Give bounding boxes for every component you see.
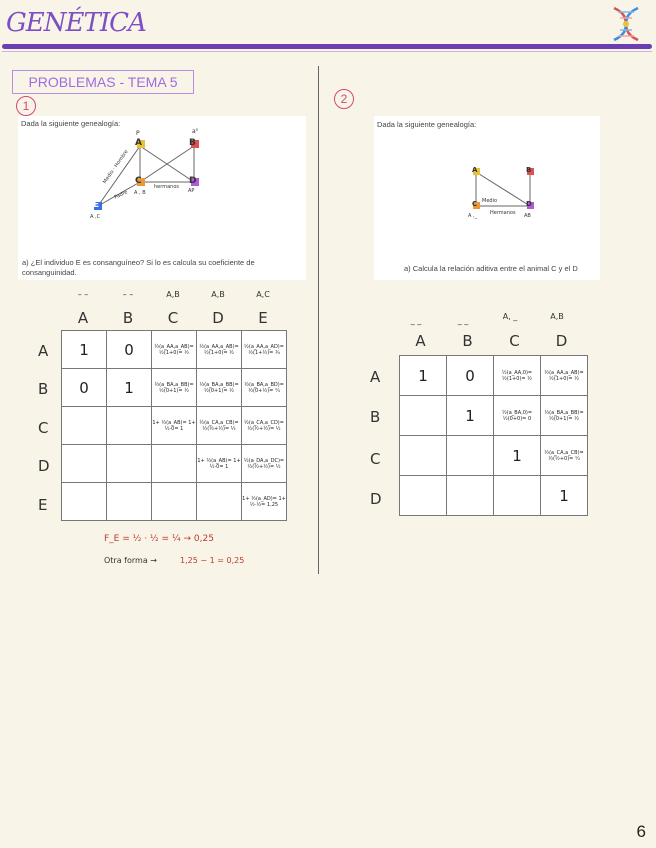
- p2-note-d: AB: [524, 213, 531, 219]
- table-cell: [152, 445, 197, 483]
- p2-genotype-a: _ _: [410, 316, 422, 325]
- p2-row-head-c: C: [370, 450, 381, 468]
- p1-row-head-a: A: [38, 342, 49, 360]
- table-cell: ½(a_BA,a_BD)= ½(0+½)= ¼: [242, 369, 287, 407]
- table-cell: [152, 483, 197, 521]
- p2-genotype-b: _ _: [457, 316, 469, 325]
- table-cell: 1: [541, 476, 588, 516]
- p2-note-c: A ,_: [468, 213, 478, 219]
- table-cell: 1: [400, 356, 447, 396]
- p2-col-head-d: D: [555, 332, 568, 350]
- p2-node-b: B: [526, 166, 532, 174]
- p2-genotype-c: A, _: [502, 312, 518, 321]
- pedigree-note-top-b: a⁰: [192, 128, 199, 135]
- table-cell: 1+ ½(a_AB)= 1+ ½·0= 1: [152, 407, 197, 445]
- table-cell: [197, 483, 242, 521]
- problem-1-number: 1: [16, 96, 36, 116]
- pedigree-edge-label-ce: Padre: [113, 189, 129, 201]
- table-cell: [107, 445, 152, 483]
- p1-col-head-c: C: [167, 309, 179, 327]
- p2-edge-label-top: Medio: [482, 198, 498, 204]
- table-cell: [447, 476, 494, 516]
- table-cell: 1: [62, 331, 107, 369]
- table-cell: [400, 436, 447, 476]
- table-cell: 1+ ½(a_AB)= 1+ ½·0= 1: [197, 445, 242, 483]
- table-cell: ½(a_BA,0)= ½(0+0)= 0: [494, 396, 541, 436]
- p1-result-alt: 1,25 − 1 = 0,25: [180, 556, 245, 565]
- p1-genotype-b: – –: [122, 290, 134, 299]
- pedigree-note-e: A ,C: [90, 214, 101, 220]
- table-cell: ½(a_CA,a_CB)= ½(½+½)= ½: [197, 407, 242, 445]
- pedigree-note-top-a: P: [136, 130, 140, 137]
- p1-row-head-b: B: [38, 380, 49, 398]
- p1-genotype-c: A,B: [166, 290, 180, 299]
- table-cell: 1: [494, 436, 541, 476]
- p2-genotype-d: A,B: [550, 312, 564, 321]
- table-cell: 0: [107, 331, 152, 369]
- p2-col-head-c: C: [509, 332, 520, 350]
- table-cell: ½(a_BA,a_BB)= ½(0+1)= ½: [197, 369, 242, 407]
- table-cell: ½(a_CA,a_CD)= ½(½+½)= ½: [242, 407, 287, 445]
- p1-col-head-e: E: [258, 309, 268, 327]
- table-cell: [400, 476, 447, 516]
- pedigree-node-b: B: [189, 138, 196, 148]
- problem-2-intro: Dada la siguiente genealogía:: [377, 120, 477, 129]
- table-cell: [107, 407, 152, 445]
- p1-result-alt-prefix: Otra forma →: [104, 556, 157, 565]
- p1-row-head-c: C: [38, 419, 49, 437]
- table-cell: [62, 407, 107, 445]
- p1-genotype-a: – –: [77, 290, 89, 299]
- pedigree-edge-label-cd: hermanos: [154, 184, 179, 190]
- table-cell: [447, 436, 494, 476]
- p2-row-head-a: A: [370, 368, 381, 386]
- table-cell: [62, 445, 107, 483]
- table-cell: ½(a_AA,a_AD)= ½(1+½)= ¾: [242, 331, 287, 369]
- table-cell: 0: [62, 369, 107, 407]
- pedigree-node-e: E: [93, 200, 100, 210]
- problem-1-pedigree: [18, 116, 306, 280]
- table-cell: ½(a_AA,a_AB)= ½(1+0)= ½: [152, 331, 197, 369]
- p1-col-head-d: D: [212, 309, 224, 327]
- p2-row-head-d: D: [370, 490, 382, 508]
- p2-col-head-a: A: [415, 332, 426, 350]
- p2-edge-label-cd: Hermanos: [490, 210, 516, 216]
- title-underline-thin: [2, 51, 652, 52]
- problem-2-card: [374, 116, 600, 280]
- p2-node-d: D: [526, 200, 532, 208]
- p2-row-head-b: B: [370, 408, 381, 426]
- pedigree-edge-label-ae: Medio · Hombre: [102, 149, 130, 185]
- p2-relationship-table: [399, 355, 588, 516]
- table-cell: ½(a_DA,a_DC)= ½(½+½)= ½: [242, 445, 287, 483]
- problem-1-card: [18, 116, 306, 280]
- table-cell: ½(a_CA,a_CB)= ½(½+0)= ¼: [541, 436, 588, 476]
- title-underline: [2, 44, 652, 49]
- table-cell: [494, 476, 541, 516]
- table-cell: ½(a_AA,0)= ½(1+0)= ½: [494, 356, 541, 396]
- table-cell: 0: [447, 356, 494, 396]
- section-heading: PROBLEMAS - TEMA 5: [12, 70, 194, 94]
- p2-node-a: A: [472, 166, 478, 174]
- column-divider: [318, 66, 319, 574]
- p1-row-head-d: D: [38, 457, 50, 475]
- pedigree-note-d: AP: [188, 188, 195, 194]
- table-cell: [62, 483, 107, 521]
- table-cell: ½(a_AA,a_AB)= ½(1+0)= ½: [197, 331, 242, 369]
- problem-1-intro: Dada la siguiente genealogía:: [21, 119, 121, 128]
- p2-node-c: C: [472, 200, 478, 208]
- p2-col-head-b: B: [462, 332, 473, 350]
- page-number: 6: [636, 822, 646, 841]
- p1-genotype-d: A,B: [211, 290, 225, 299]
- p1-col-head-b: B: [122, 309, 134, 327]
- pedigree-node-d: D: [189, 176, 197, 186]
- table-cell: [400, 396, 447, 436]
- p1-result-formula: F_E = ½ · ½ = ¼ → 0,25: [104, 534, 214, 544]
- table-cell: ½(a_BA,a_BB)= ½(0+1)= ½: [541, 396, 588, 436]
- problem-2-question: a) Calcula la relación aditiva entre el animal C y el D: [404, 264, 578, 273]
- p1-row-head-e: E: [38, 496, 48, 514]
- table-cell: ½(a_BA,a_BB)= ½(0+1)= ½: [152, 369, 197, 407]
- problem-2-number: 2: [334, 89, 354, 109]
- problem-1-question: a) ¿El individuo E es consanguíneo? Si lo es calcula su coeficiente de consanguinidad.: [22, 258, 255, 277]
- pedigree-node-a: A: [135, 138, 142, 148]
- pedigree-note-c: A , B: [134, 190, 146, 196]
- pedigree-node-c: C: [135, 176, 142, 186]
- table-cell: 1: [447, 396, 494, 436]
- table-cell: [107, 483, 152, 521]
- p1-relationship-table: [61, 330, 287, 521]
- table-cell: ½(a_AA,a_AB)= ½(1+0)= ½: [541, 356, 588, 396]
- table-cell: 1: [107, 369, 152, 407]
- p1-col-head-a: A: [77, 309, 89, 327]
- page-title: GENÉTICA: [6, 8, 146, 38]
- dna-icon: [606, 4, 646, 44]
- table-cell: 1+ ½(a_AD)= 1+ ½·½= 1,25: [242, 483, 287, 521]
- p1-genotype-e: A,C: [256, 290, 270, 299]
